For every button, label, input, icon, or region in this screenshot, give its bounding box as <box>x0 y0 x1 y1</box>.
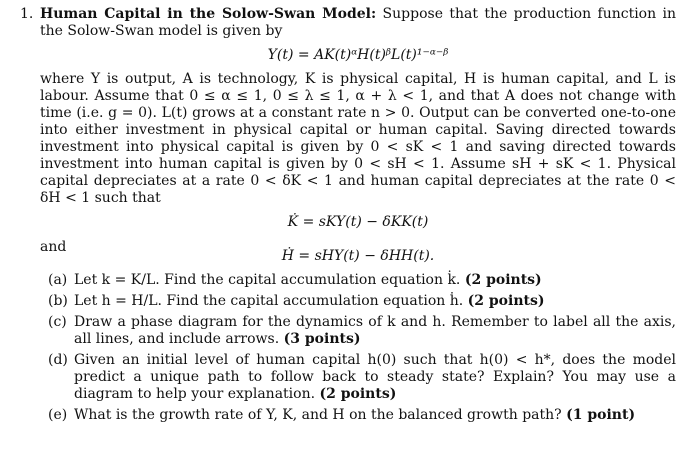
subquestion-text: Draw a phase diagram for the dynamics of k and h. Remember to label all the axis, all lines, and include arrows. <box>74 314 676 347</box>
problem-1 <box>20 6 676 424</box>
subquestion-label: (b) <box>48 293 68 309</box>
subquestion-c <box>48 314 676 348</box>
subquestions-list <box>40 272 676 424</box>
subquestion-b <box>48 293 676 310</box>
problem-description: where Y is output, A is technology, K is physical capital, H is human capital, and L is labour. Assume that 0 ≤ α ≤ 1, 0 ≤ λ ≤ 1, α + λ < 1, and that A does not change with time (i.e. g = 0). L(t) grows at a constant rate n > 0. Output can be converted one-to-one into either investment in physical capital or human capital. Saving directed towards investment into physical capital is given by 0 < sK < 1 and saving directed towards investment into human capital is given by 0 < sH < 1. Assume sH + sK < 1. Physical capital depreciates at a rate 0 < δK < 1 and human capital depreciates at the rate 0 < δH < 1 such that <box>40 71 676 206</box>
and-connector: and <box>40 239 67 255</box>
subquestion-points: (2 points) <box>319 386 397 402</box>
production-function-equation: Y(t) = AK(t)ᵅH(t)ᵝL(t)¹⁻ᵅ⁻ᵝ <box>267 47 449 63</box>
subquestion-points: (3 points) <box>283 331 361 347</box>
problem-intro-text: Suppose that the production function in the Solow-Swan model is given by <box>40 6 677 39</box>
subquestion-text: Let k = K/L. Find the capital accumulation equation k̇. <box>74 272 461 288</box>
subquestion-points: (2 points) <box>467 293 545 309</box>
subquestion-text: Given an initial level of human capital h(0) such that h(0) < h*, does the model predict a unique path to follow back to steady state? Explain? You may use a diagram to help your explanation. <box>74 352 676 402</box>
subquestion-text: Let h = H/L. Find the capital accumulation equation ḣ. <box>74 293 464 309</box>
subquestion-e <box>48 407 676 424</box>
subquestion-label: (e) <box>48 407 68 423</box>
subquestion-label: (a) <box>48 272 68 288</box>
problem-number: 1. <box>20 6 34 22</box>
subquestion-label: (c) <box>48 314 67 330</box>
problem-intro <box>40 6 676 40</box>
problem-title: Human Capital in the Solow-Swan Model: <box>40 6 377 22</box>
subquestion-d <box>48 352 676 403</box>
subquestion-a <box>48 272 676 289</box>
subquestion-points: (2 points) <box>464 272 542 288</box>
human-capital-equation: Ḣ = sHY(t) − δHH(t). <box>281 248 435 264</box>
physical-capital-equation: K̇ = sKY(t) − δKK(t) <box>287 214 429 230</box>
subquestion-text: What is the growth rate of Y, K, and H on the balanced growth path? <box>74 407 562 423</box>
subquestion-points: (1 point) <box>566 407 636 423</box>
subquestion-label: (d) <box>48 352 68 368</box>
